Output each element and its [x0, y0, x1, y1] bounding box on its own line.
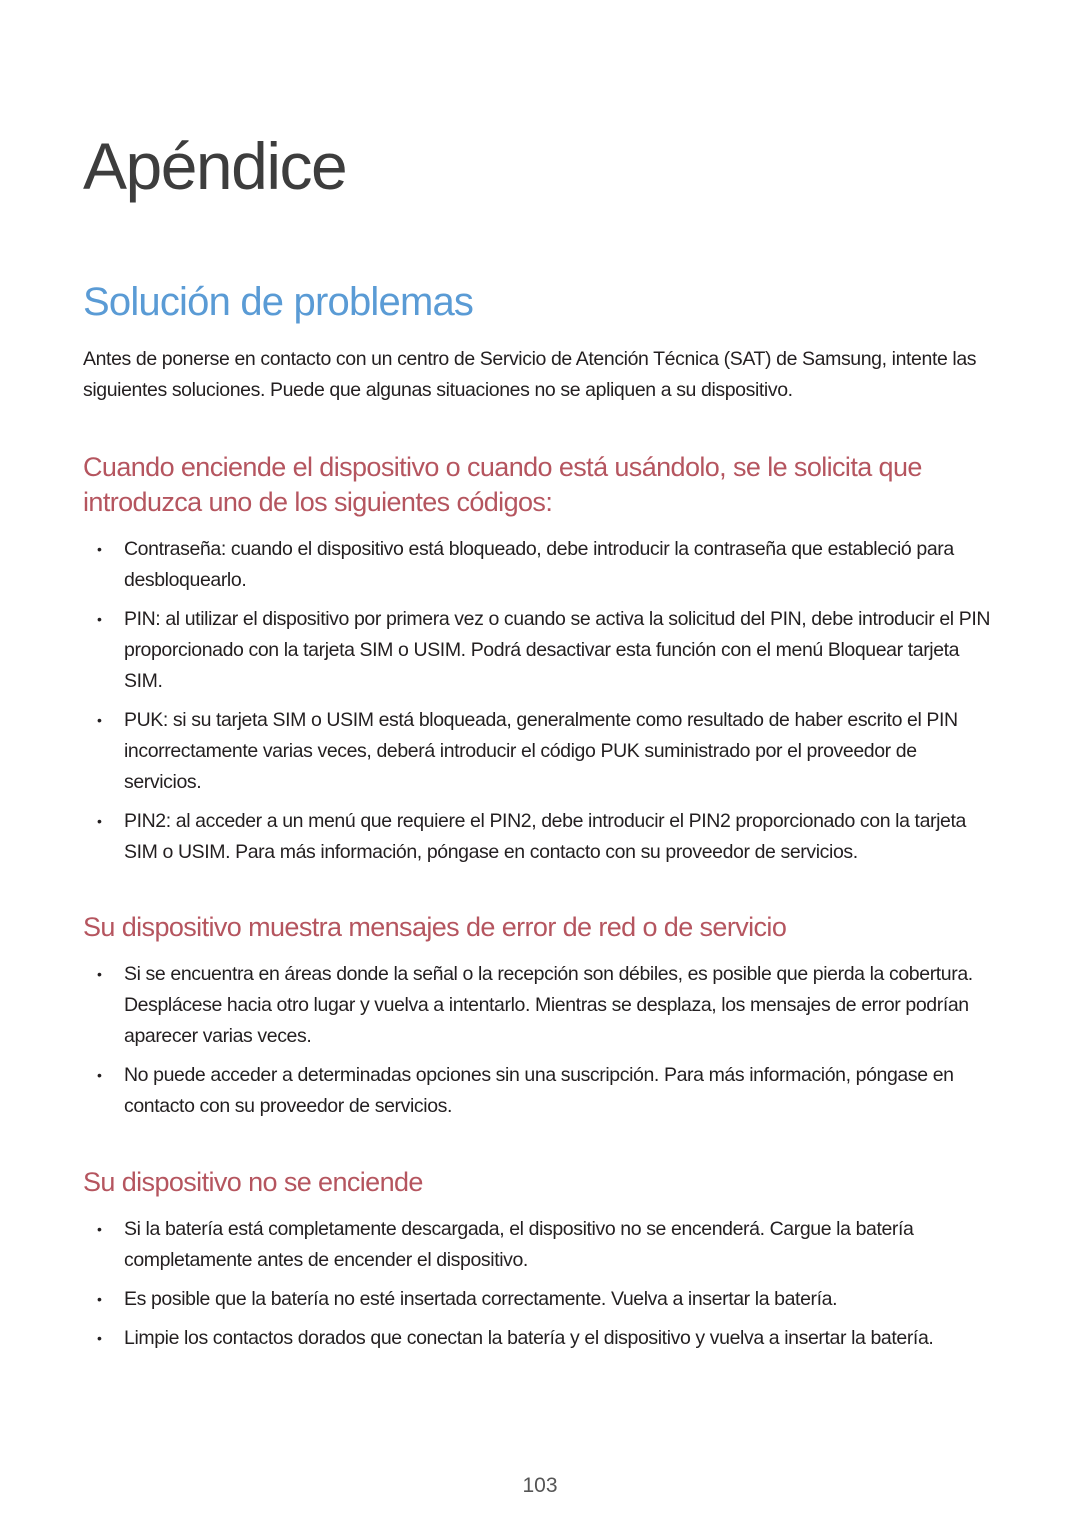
bullet-list [83, 534, 998, 868]
page-number: 103 [522, 1474, 558, 1497]
subsection-heading: Cuando enciende el dispositivo o cuando está usándolo, se le solicita que introduzca uno de los siguientes códigos: [83, 452, 922, 517]
section-codes [83, 450, 998, 876]
section-title: Solución de problemas [83, 280, 474, 324]
section-no-power [83, 1165, 998, 1362]
chapter-title: Apéndice [83, 129, 347, 203]
list-item: • PIN: al utilizar el dispositivo por primera vez o cuando se activa la solicitud del PIN, debe introducir el PIN proporcionado con la tarjeta SIM o USIM. Podrá desactivar esta función con el menú Bloquear tarjeta SIM. [97, 608, 991, 692]
section-network-errors [83, 910, 998, 1130]
list-item: • Limpie los contactos dorados que conectan la batería y el dispositivo y vuelva a insertar la batería. [97, 1327, 934, 1349]
bullet-list [83, 959, 998, 1122]
bullet-list [83, 1214, 998, 1354]
list-item: • Si la batería está completamente descargada, el dispositivo no se encenderá. Cargue la batería completamente antes de encender el dispositivo. [97, 1218, 914, 1271]
list-item: • PUK: si su tarjeta SIM o USIM está bloqueada, generalmente como resultado de haber escrito el PIN incorrectamente varias veces, deberá introducir el código PUK suministrado por el proveedor de servicios. [97, 709, 958, 793]
list-item: • Contraseña: cuando el dispositivo está bloqueado, debe introducir la contraseña que estableció para desbloquearlo. [97, 538, 954, 591]
list-item: • No puede acceder a determinadas opciones sin una suscripción. Para más información, póngase en contacto con su proveedor de servicios. [97, 1064, 954, 1117]
subsection-heading: Su dispositivo no se enciende [83, 1167, 423, 1197]
subsection-heading: Su dispositivo muestra mensajes de error de red o de servicio [83, 912, 787, 942]
list-item: • Si se encuentra en áreas donde la señal o la recepción son débiles, es posible que pierda la cobertura. Desplácese hacia otro lugar y vuelva a intentarlo. Mientras se desplaza, los mensajes de error podrían aparecer varias veces. [97, 963, 973, 1047]
list-item: • Es posible que la batería no esté insertada correctamente. Vuelva a insertar la batería. [97, 1288, 838, 1310]
list-item: • PIN2: al acceder a un menú que requiere el PIN2, debe introducir el PIN2 proporcionado con la tarjeta SIM o USIM. Para más información, póngase en contacto con su proveedor de servicios. [97, 810, 966, 863]
intro-paragraph: Antes de ponerse en contacto con un centro de Servicio de Atención Técnica (SAT) de Samsung, intente las siguientes soluciones. Puede que algunas situaciones no se apliquen a su dispositivo. [83, 348, 977, 401]
